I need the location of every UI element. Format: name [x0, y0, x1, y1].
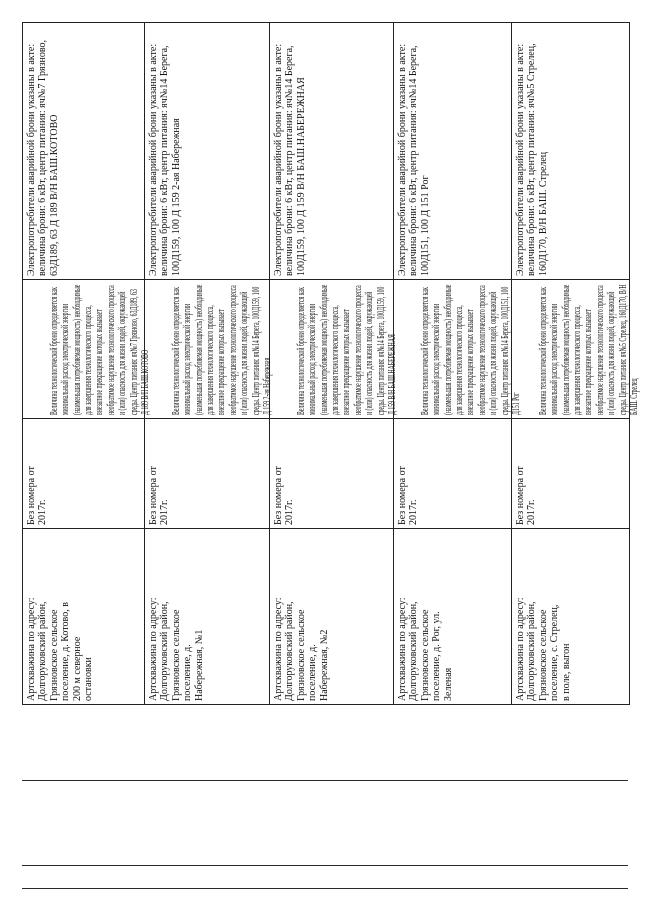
table-row — [511, 23, 641, 704]
technological-reserve-cell — [145, 280, 274, 419]
act-number-cell: Без номера от 2017г. — [23, 419, 144, 529]
technological-reserve-text: Величина технологической брони определяется как минимальный расход электрической энергии (наименьшая потребляемая мощность) необходимые для завершения технологического процесса, внезапное прекращение которых вызывает необратимое нарушение технологического процесса и (или) опасность для жизни людей, окружающей среды. Центр питания: яч№14 Берега, 100Д159, 100 Д 159 В/Н БАШ.НАБЕРЕЖНАЯ — [295, 284, 399, 415]
horizontal-rule — [22, 888, 628, 889]
well-address-cell: Артскважина по адресу: Долгоруковский район, Грязновское сельское поселение, д. Набережная, №1 — [148, 597, 205, 701]
emergency-consumers-cell: Электропотребители аварийной брони указаны в акте: величина брони: 6 кВт, центр питания: яч№14 Берега, 100Д159, 100 Д 159 2-ая Набережная — [145, 23, 269, 280]
emergency-consumers-cell: Электропотребители аварийной брони указаны в акте: величина брони: 6 кВт, центр питания: яч№14 Берега, 100Д159, 100 Д 159 В/Н БАШ.НАБЕРЕЖНАЯ — [270, 23, 393, 280]
reserve-table — [22, 22, 641, 705]
emergency-consumers-cell: Электропотребители аварийной брони указаны в акте: величина брони: 6 кВт, центр питания: яч№5 Стрелец, 160Д170, В/Н БАШ. Стрелец — [512, 23, 629, 280]
well-address-cell: Артскважина по адресу: Долгоруковский район, Грязновское сельское поселение, д. Набережная, №2 — [273, 597, 330, 701]
technological-reserve-cell — [394, 280, 523, 419]
technological-reserve-text: Величина технологической брони определяется как минимальный расход электрической энергии (наименьшая потребляемая мощность) необходимые для завершения технологического процесса, внезапное прекращение которых вызывает необратимое нарушение технологического процесса и (или) опасность для жизни людей, окружающей среды. Центр питания: яч№7 Грязново, 63Д189, 63 Д 189 В/Н БАШ.КОТОВО — [48, 284, 152, 415]
technological-reserve-text: Величина технологической брони определяется как минимальный расход электрической энергии (наименьшая потребляемая мощность) необходимые для завершения технологического процесса, внезапное прекращение которых вызывает необратимое нарушение технологического процесса и (или) опасность для жизни людей, окружающей среды. Центр питания: яч№5 Стрелец, 160Д170, В/Н БАШ. Стрелец — [537, 284, 641, 415]
table-row — [393, 23, 523, 704]
technological-reserve-text: Величина технологической брони определяется как минимальный расход электрической энергии (наименьшая потребляемая мощность) необходимые для завершения технологического процесса, внезапное прекращение которых вызывает необратимое нарушение технологического процесса и (или) опасность для жизни людей, окружающей среды. Центр питания: яч№14 Берега, 100Д159, 100 Д 159 2-ая Набережная — [170, 284, 274, 415]
well-address-cell: Артскважина по адресу: Долгоруковский район, Грязновское сельское поселение, д. Рог, ул. Зеленая — [397, 597, 454, 701]
table-row — [23, 23, 152, 704]
technological-reserve-cell — [23, 280, 152, 419]
table-row — [144, 23, 274, 704]
emergency-consumers-cell: Электропотребители аварийной брони указаны в акте: величина брони: 6 кВт, центр питания: яч№7 Грязново, 63Д189, 63 Д 189 В/Н БАШ.КОТОВО — [23, 23, 144, 280]
well-address-cell: Артскважина по адресу: Долгоруковский район, Грязновское сельское поселение, с. Стрелец, в поле, выгон — [515, 597, 572, 701]
act-number-cell: Без номера от 2017г. — [270, 419, 393, 529]
act-number-cell: Без номера от 2017г. — [145, 419, 269, 529]
technological-reserve-text: Величина технологической брони определяется как минимальный расход электрической энергии (наименьшая потребляемая мощность) необходимые для завершения технологического процесса, внезапное прекращение которых вызывает необратимое нарушение технологического процесса и (или) опасность для жизни людей, окружающей среды. Центр питания: яч№14 Берега, 100Д151, 100 Д151 Рог — [419, 284, 523, 415]
horizontal-rule — [22, 780, 628, 781]
horizontal-rule — [22, 865, 628, 866]
technological-reserve-cell — [512, 280, 641, 419]
emergency-consumers-cell: Электропотребители аварийной брони указаны в акте: величина брони: 6 кВт, центр питания: яч№14 Берега, 100Д151, 100 Д 151 Рог — [394, 23, 511, 280]
technological-reserve-cell — [270, 280, 399, 419]
table-row — [269, 23, 399, 704]
act-number-cell: Без номера от 2017г. — [394, 419, 511, 529]
well-address-cell: Артскважина по адресу: Долгоруковский район, Грязновское сельское поселение, д. Котово, в 200 м северное остановки — [26, 597, 95, 701]
act-number-cell: Без номера от 2017г. — [512, 419, 629, 529]
